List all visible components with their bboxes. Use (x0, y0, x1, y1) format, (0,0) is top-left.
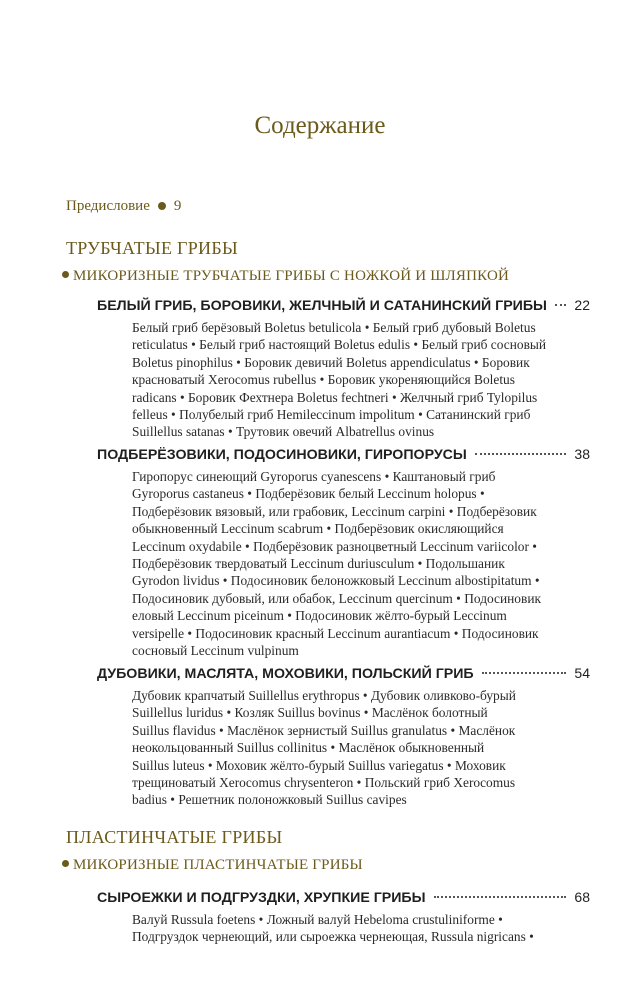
species-line: Подгруздок чернеющий, или сыроежка чернеющая, Russula nigricans • (132, 929, 534, 945)
section-title: ПОДБЕРЁЗОВИКИ, ПОДОСИНОВИКИ, ГИРОПОРУСЫ (97, 447, 467, 463)
subpart-label: МИКОРИЗНЫЕ ТРУБЧАТЫЕ ГРИБЫ С НОЖКОЙ И ШЛЯПКОЙ (73, 268, 510, 284)
section-page-number: 54 (574, 665, 590, 681)
section-title: СЫРОЕЖКИ И ПОДГРУЗДКИ, ХРУПКИЕ ГРИБЫ (97, 890, 426, 906)
section-header[interactable] (97, 446, 590, 468)
section-species-list (132, 468, 590, 659)
section-title: БЕЛЫЙ ГРИБ, БОРОВИКИ, ЖЕЛЧНЫЙ И САТАНИНСКИЙ ГРИБЫ (97, 298, 547, 314)
section-species-list (132, 687, 590, 809)
species-line: Подосиновик дубовый, или обабок, Leccinum quercinum • Подосиновик (132, 590, 541, 606)
species-line: Валуй Russula foetens • Ложный валуй Hebeloma crustuliniforme • (132, 912, 503, 927)
bullet-icon (62, 860, 69, 867)
species-line: трещиноватый Xerocomus chrysenteron • Польский гриб Xerocomus (132, 774, 516, 790)
species-line: обыкновенный Leccinum scabrum • Подберёзовик окисляющийся (132, 521, 504, 537)
section-page-number: 38 (574, 446, 590, 462)
toc-section-suillus[interactable] (97, 665, 590, 809)
species-line: Suillus flavidus • Маслёнок зернистый Suillus granulatus • Маслёнок (132, 722, 516, 738)
species-line: Boletus pinophilus • Боровик девичий Boletus appendiculatus • Боровик (132, 354, 530, 370)
species-line: Gyroporus castaneus • Подберёзовик белый Leccinum holopus • (132, 486, 485, 502)
section-species-list (132, 911, 590, 946)
subpart-title-tubular-mycorrhizal (62, 268, 509, 285)
section-page-number: 22 (574, 297, 590, 313)
species-line: versipelle • Подосиновик красный Leccinum aurantiacum • Подосиновик (132, 625, 539, 641)
species-line: Гиропорус синеющий Gyroporus cyanescens • Каштановый гриб (132, 469, 496, 484)
section-title: ДУБОВИКИ, МАСЛЯТА, МОХОВИКИ, ПОЛЬСКИЙ ГРИБ (97, 666, 474, 682)
toc-section-leccinum[interactable] (97, 446, 590, 659)
species-line: неокольцованный Suillus collinitus • Маслёнок обыкновенный (132, 740, 485, 756)
toc-section-boletus[interactable] (97, 297, 590, 441)
species-line: сосновый Leccinum vulpinum (132, 642, 299, 658)
toc-preface[interactable] (66, 198, 181, 215)
section-header[interactable] (97, 665, 590, 687)
species-line: badius • Решетник полоножковый Suillus cavipes (132, 792, 407, 808)
preface-label: Предисловие (66, 198, 150, 214)
species-line: Подберёзовик твердоватый Leccinum duriusculum • Подольшаник (132, 555, 505, 571)
species-line: Белый гриб берёзовый Boletus betulicola • Белый гриб дубовый Boletus (132, 320, 536, 335)
part-title-lamellar: ПЛАСТИНЧАТЫЕ ГРИБЫ (66, 827, 283, 847)
species-line: felleus • Полубелый гриб Hemileccinum impolitum • Сатанинский гриб (132, 406, 531, 422)
species-line: Suillus luteus • Моховик жёлто-бурый Suillus variegatus • Моховик (132, 757, 506, 773)
dot-leader (434, 896, 567, 898)
section-species-list (132, 319, 590, 441)
species-line: Дубовик крапчатый Suillellus erythropus • Дубовик оливково-бурый (132, 688, 516, 703)
species-line: Leccinum oxydabile • Подберёзовик разноцветный Leccinum variicolor • (132, 538, 537, 554)
section-header[interactable] (97, 297, 590, 319)
section-header[interactable] (97, 889, 590, 911)
species-line: Gyrodon lividus • Подосиновик белоножковый Leccinum albostipitatum • (132, 573, 540, 589)
species-line: Suillellus satanas • Трутовик овечий Albatrellus ovinus (132, 424, 435, 440)
species-line: Suillellus luridus • Козляк Suillus bovinus • Маслёнок болотный (132, 705, 488, 721)
subpart-title-lamellar-mycorrhizal (62, 857, 363, 874)
dot-leader (475, 453, 567, 455)
section-page-number: 68 (574, 889, 590, 905)
toc-section-russula[interactable] (97, 889, 590, 946)
species-line: красноватый Xerocomus rubellus • Боровик укореняющийся Boletus (132, 372, 515, 388)
species-line: Подберёзовик вязовый, или грабовик, Leccinum carpini • Подберёзовик (132, 503, 537, 519)
species-line: reticulatus • Белый гриб настоящий Boletus edulis • Белый гриб сосновый (132, 337, 547, 353)
bullet-icon (158, 202, 166, 210)
bullet-icon (62, 271, 69, 278)
dot-leader (482, 672, 567, 674)
page-title: Содержание (254, 112, 386, 139)
preface-page: 9 (173, 198, 182, 214)
species-line: radicans • Боровик Фехтнера Boletus fechtneri • Желчный гриб Tylopilus (132, 389, 538, 405)
subpart-label: МИКОРИЗНЫЕ ПЛАСТИНЧАТЫЕ ГРИБЫ (73, 857, 363, 873)
part-title-tubular: ТРУБЧАТЫЕ ГРИБЫ (66, 238, 238, 258)
dot-leader (555, 304, 566, 306)
species-line: еловый Leccinum piceinum • Подосиновик жёлто-бурый Leccinum (132, 608, 507, 624)
